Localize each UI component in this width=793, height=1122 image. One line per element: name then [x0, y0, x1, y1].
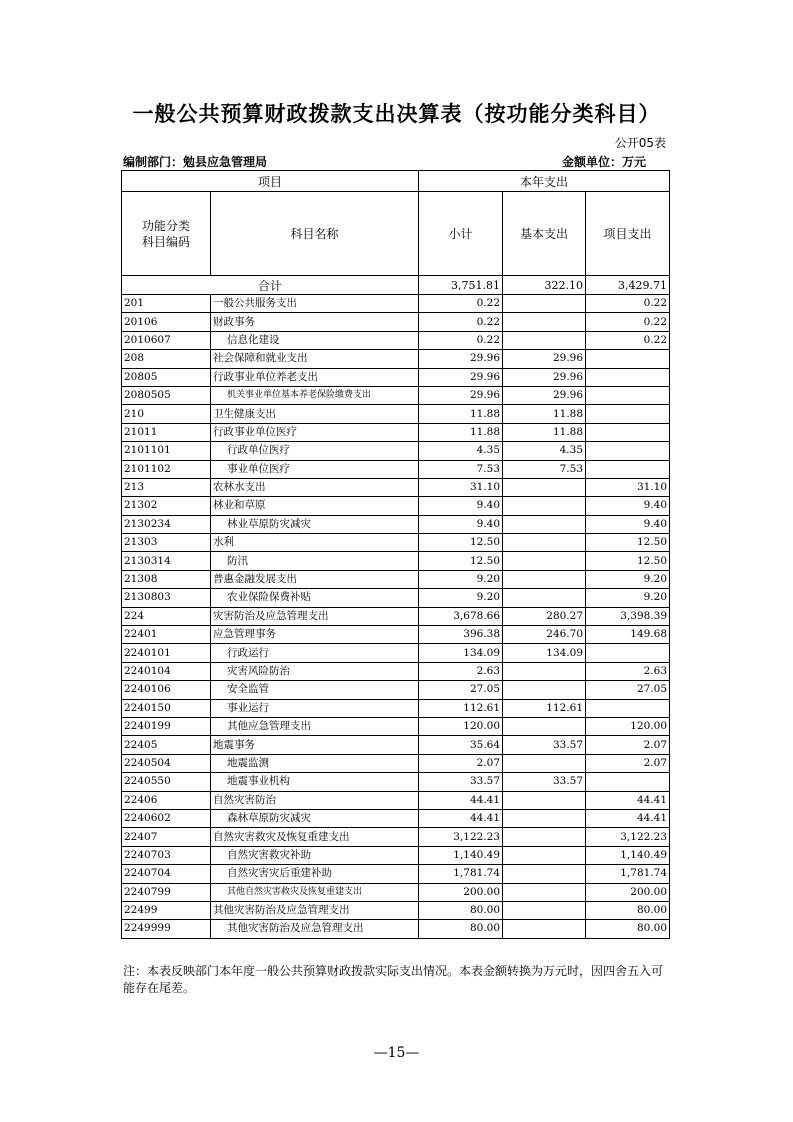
row-project: 80.00	[586, 920, 670, 938]
row-project	[586, 350, 670, 368]
row-subject-name: 自然灾害灾后重建补助	[211, 865, 419, 883]
row-basic	[503, 883, 586, 901]
row-subject-name: 自然灾害防治	[211, 791, 419, 809]
table-row	[122, 423, 670, 441]
row-basic	[503, 295, 586, 313]
row-basic	[503, 515, 586, 533]
row-project: 12.50	[586, 552, 670, 570]
row-code: 21308	[122, 570, 211, 588]
row-project: 9.20	[586, 589, 670, 607]
row-basic	[503, 313, 586, 331]
row-subtotal: 9.20	[419, 589, 503, 607]
row-subtotal: 11.88	[419, 423, 503, 441]
row-project: 0.22	[586, 313, 670, 331]
row-project: 2.07	[586, 736, 670, 754]
header-basic: 基本支出	[503, 192, 586, 276]
row-basic	[503, 497, 586, 515]
row-subtotal: 27.05	[419, 681, 503, 699]
row-subject-name: 林业和草原	[211, 497, 419, 515]
row-basic	[503, 901, 586, 919]
total-label: 合计	[122, 276, 419, 295]
row-subject-name: 其他应急管理支出	[211, 717, 419, 735]
department-label: 编制部门：勉县应急管理局	[123, 155, 268, 169]
total-row	[122, 276, 670, 295]
row-basic	[503, 681, 586, 699]
unit-label: 金额单位：万元	[561, 155, 646, 169]
row-project: 44.41	[586, 809, 670, 827]
table-row	[122, 717, 670, 735]
row-basic: 4.35	[503, 442, 586, 460]
row-project: 2.07	[586, 754, 670, 772]
row-project	[586, 699, 670, 717]
row-subtotal: 200.00	[419, 883, 503, 901]
row-subject-name: 财政事务	[211, 313, 419, 331]
total-project: 3,429.71	[586, 276, 670, 295]
row-basic: 29.96	[503, 368, 586, 386]
table-row	[122, 497, 670, 515]
row-subtotal: 31.10	[419, 478, 503, 496]
row-code: 2240199	[122, 717, 211, 735]
row-project: 1,781.74	[586, 865, 670, 883]
table-row	[122, 644, 670, 662]
table-row	[122, 699, 670, 717]
row-subject-name: 林业草原防灾减灾	[211, 515, 419, 533]
row-project: 200.00	[586, 883, 670, 901]
row-code: 201	[122, 295, 211, 313]
row-project	[586, 386, 670, 404]
row-basic	[503, 331, 586, 349]
row-subtotal: 4.35	[419, 442, 503, 460]
row-subtotal: 1,781.74	[419, 865, 503, 883]
table-row	[122, 920, 670, 938]
row-project: 9.40	[586, 497, 670, 515]
row-code: 20106	[122, 313, 211, 331]
row-subject-name: 水利	[211, 534, 419, 552]
row-subtotal: 12.50	[419, 552, 503, 570]
row-subject-name: 地震事务	[211, 736, 419, 754]
row-code: 22407	[122, 828, 211, 846]
row-subject-name: 事业运行	[211, 699, 419, 717]
row-subtotal: 134.09	[419, 644, 503, 662]
row-subtotal: 2.07	[419, 754, 503, 772]
row-subject-name: 农林水支出	[211, 478, 419, 496]
row-subtotal: 29.96	[419, 350, 503, 368]
table-row	[122, 405, 670, 423]
table-row	[122, 809, 670, 827]
row-project	[586, 644, 670, 662]
row-code: 2240106	[122, 681, 211, 699]
row-code: 2240602	[122, 809, 211, 827]
row-code: 2240504	[122, 754, 211, 772]
row-subtotal: 0.22	[419, 331, 503, 349]
table-row	[122, 570, 670, 588]
header-project: 项目	[122, 171, 419, 192]
page-number: —15—	[373, 1045, 420, 1061]
row-code: 2240704	[122, 865, 211, 883]
footnote: 注：本表反映部门本年度一般公共预算财政拨款实际支出情况。本表金额转换为万元时，因四舍五入可能存在尾差。	[123, 964, 664, 995]
row-project: 3,122.23	[586, 828, 670, 846]
row-subtotal: 44.41	[419, 809, 503, 827]
row-code: 208	[122, 350, 211, 368]
row-project	[586, 773, 670, 791]
row-subtotal: 0.22	[419, 295, 503, 313]
row-project: 149.68	[586, 626, 670, 644]
row-basic	[503, 570, 586, 588]
row-project: 80.00	[586, 901, 670, 919]
table-row	[122, 368, 670, 386]
row-subject-name: 地震事业机构	[211, 773, 419, 791]
row-basic	[503, 754, 586, 772]
row-subtotal: 2.63	[419, 662, 503, 680]
row-code: 21302	[122, 497, 211, 515]
row-subject-name: 机关事业单位基本养老保险缴费支出	[211, 386, 419, 404]
row-subject-name: 普惠金融发展支出	[211, 570, 419, 588]
row-code: 22406	[122, 791, 211, 809]
row-code: 2240101	[122, 644, 211, 662]
expenditure-table	[121, 170, 670, 939]
row-basic	[503, 717, 586, 735]
row-code: 22401	[122, 626, 211, 644]
row-code: 2249999	[122, 920, 211, 938]
row-code: 2130234	[122, 515, 211, 533]
table-row	[122, 589, 670, 607]
row-subtotal: 120.00	[419, 717, 503, 735]
row-project: 0.22	[586, 295, 670, 313]
table-row	[122, 534, 670, 552]
row-subtotal: 29.96	[419, 386, 503, 404]
table-row	[122, 515, 670, 533]
row-subject-name: 行政事业单位养老支出	[211, 368, 419, 386]
row-project	[586, 405, 670, 423]
row-subtotal: 1,140.49	[419, 846, 503, 864]
row-basic: 11.88	[503, 405, 586, 423]
row-subject-name: 其他自然灾害救灾及恢复重建支出	[211, 883, 419, 901]
row-subtotal: 9.40	[419, 515, 503, 533]
row-code: 213	[122, 478, 211, 496]
row-code: 2240799	[122, 883, 211, 901]
row-subtotal: 11.88	[419, 405, 503, 423]
row-project: 0.22	[586, 331, 670, 349]
table-row	[122, 386, 670, 404]
row-subtotal: 35.64	[419, 736, 503, 754]
row-code: 224	[122, 607, 211, 625]
row-project	[586, 460, 670, 478]
row-subtotal: 44.41	[419, 791, 503, 809]
row-basic: 11.88	[503, 423, 586, 441]
row-subject-name: 事业单位医疗	[211, 460, 419, 478]
row-code: 2130314	[122, 552, 211, 570]
row-subtotal: 9.40	[419, 497, 503, 515]
row-subject-name: 行政事业单位医疗	[211, 423, 419, 441]
row-code: 2010607	[122, 331, 211, 349]
row-subtotal: 396.38	[419, 626, 503, 644]
table-body	[122, 276, 670, 939]
row-project: 27.05	[586, 681, 670, 699]
table-row	[122, 478, 670, 496]
row-basic	[503, 920, 586, 938]
row-code: 2240104	[122, 662, 211, 680]
header-func-code: 功能分类 科目编码	[122, 192, 211, 276]
header-current-year: 本年支出	[419, 171, 670, 192]
table-row	[122, 313, 670, 331]
row-subtotal: 33.57	[419, 773, 503, 791]
table-row	[122, 754, 670, 772]
row-code: 2240550	[122, 773, 211, 791]
row-subject-name: 灾害风险防治	[211, 662, 419, 680]
header-subtotal: 小计	[419, 192, 503, 276]
row-project: 9.40	[586, 515, 670, 533]
row-subtotal: 3,678.66	[419, 607, 503, 625]
row-code: 21303	[122, 534, 211, 552]
table-row	[122, 901, 670, 919]
table-number: 公开05表	[614, 136, 666, 150]
table-row	[122, 865, 670, 883]
table-row	[122, 773, 670, 791]
row-basic	[503, 478, 586, 496]
row-project: 31.10	[586, 478, 670, 496]
total-basic: 322.10	[503, 276, 586, 295]
row-code: 2101101	[122, 442, 211, 460]
row-basic	[503, 846, 586, 864]
row-subject-name: 行政单位医疗	[211, 442, 419, 460]
row-basic: 33.57	[503, 736, 586, 754]
table-row	[122, 828, 670, 846]
row-project: 2.63	[586, 662, 670, 680]
row-project: 12.50	[586, 534, 670, 552]
row-subtotal: 80.00	[419, 920, 503, 938]
row-subject-name: 自然灾害救灾补助	[211, 846, 419, 864]
table-row	[122, 442, 670, 460]
row-subtotal: 7.53	[419, 460, 503, 478]
row-project: 9.20	[586, 570, 670, 588]
row-basic: 7.53	[503, 460, 586, 478]
row-project: 3,398.39	[586, 607, 670, 625]
row-project: 1,140.49	[586, 846, 670, 864]
row-subtotal: 80.00	[419, 901, 503, 919]
table-row	[122, 607, 670, 625]
row-basic: 29.96	[503, 350, 586, 368]
row-basic: 280.27	[503, 607, 586, 625]
row-basic	[503, 791, 586, 809]
header-row-2	[122, 192, 670, 276]
row-subtotal: 3,122.23	[419, 828, 503, 846]
row-basic	[503, 662, 586, 680]
row-basic: 29.96	[503, 386, 586, 404]
row-basic	[503, 552, 586, 570]
row-subject-name: 农业保险保费补贴	[211, 589, 419, 607]
row-subject-name: 应急管理事务	[211, 626, 419, 644]
row-subject-name: 信息化建设	[211, 331, 419, 349]
row-basic	[503, 865, 586, 883]
table-row	[122, 846, 670, 864]
row-subject-name: 一般公共服务支出	[211, 295, 419, 313]
row-subject-name: 自然灾害救灾及恢复重建支出	[211, 828, 419, 846]
table-row	[122, 350, 670, 368]
row-subject-name: 其他灾害防治及应急管理支出	[211, 901, 419, 919]
row-code: 22405	[122, 736, 211, 754]
header-row-1	[122, 171, 670, 192]
row-subtotal: 112.61	[419, 699, 503, 717]
row-code: 20805	[122, 368, 211, 386]
row-subject-name: 社会保障和就业支出	[211, 350, 419, 368]
table-row	[122, 626, 670, 644]
row-subject-name: 安全监管	[211, 681, 419, 699]
row-basic: 134.09	[503, 644, 586, 662]
total-subtotal: 3,751.81	[419, 276, 503, 295]
table-row	[122, 791, 670, 809]
table-row	[122, 460, 670, 478]
row-project: 44.41	[586, 791, 670, 809]
row-basic	[503, 589, 586, 607]
row-subject-name: 行政运行	[211, 644, 419, 662]
row-subtotal: 29.96	[419, 368, 503, 386]
row-basic	[503, 534, 586, 552]
row-code: 2101102	[122, 460, 211, 478]
header-subject-name: 科目名称	[211, 192, 419, 276]
row-basic	[503, 828, 586, 846]
row-code: 22499	[122, 901, 211, 919]
table-row	[122, 295, 670, 313]
row-subject-name: 灾害防治及应急管理支出	[211, 607, 419, 625]
row-subject-name: 地震监测	[211, 754, 419, 772]
table-row	[122, 883, 670, 901]
row-basic: 246.70	[503, 626, 586, 644]
table-row	[122, 552, 670, 570]
row-subject-name: 森林草原防灾减灾	[211, 809, 419, 827]
row-basic: 112.61	[503, 699, 586, 717]
row-code: 2130803	[122, 589, 211, 607]
row-basic	[503, 809, 586, 827]
row-subtotal: 12.50	[419, 534, 503, 552]
row-subtotal: 0.22	[419, 313, 503, 331]
table-row	[122, 662, 670, 680]
row-subject-name: 卫生健康支出	[211, 405, 419, 423]
row-project: 120.00	[586, 717, 670, 735]
row-code: 210	[122, 405, 211, 423]
row-project	[586, 368, 670, 386]
row-project	[586, 423, 670, 441]
row-subtotal: 9.20	[419, 570, 503, 588]
table-row	[122, 331, 670, 349]
row-code: 2080505	[122, 386, 211, 404]
row-project	[586, 442, 670, 460]
row-code: 21011	[122, 423, 211, 441]
header-project-exp: 项目支出	[586, 192, 670, 276]
row-basic: 33.57	[503, 773, 586, 791]
row-subject-name: 其他灾害防治及应急管理支出	[211, 920, 419, 938]
page-title: 一般公共预算财政拨款支出决算表（按功能分类科目）	[132, 102, 661, 126]
row-subject-name: 防汛	[211, 552, 419, 570]
row-code: 2240703	[122, 846, 211, 864]
table-row	[122, 681, 670, 699]
row-code: 2240150	[122, 699, 211, 717]
table-row	[122, 736, 670, 754]
